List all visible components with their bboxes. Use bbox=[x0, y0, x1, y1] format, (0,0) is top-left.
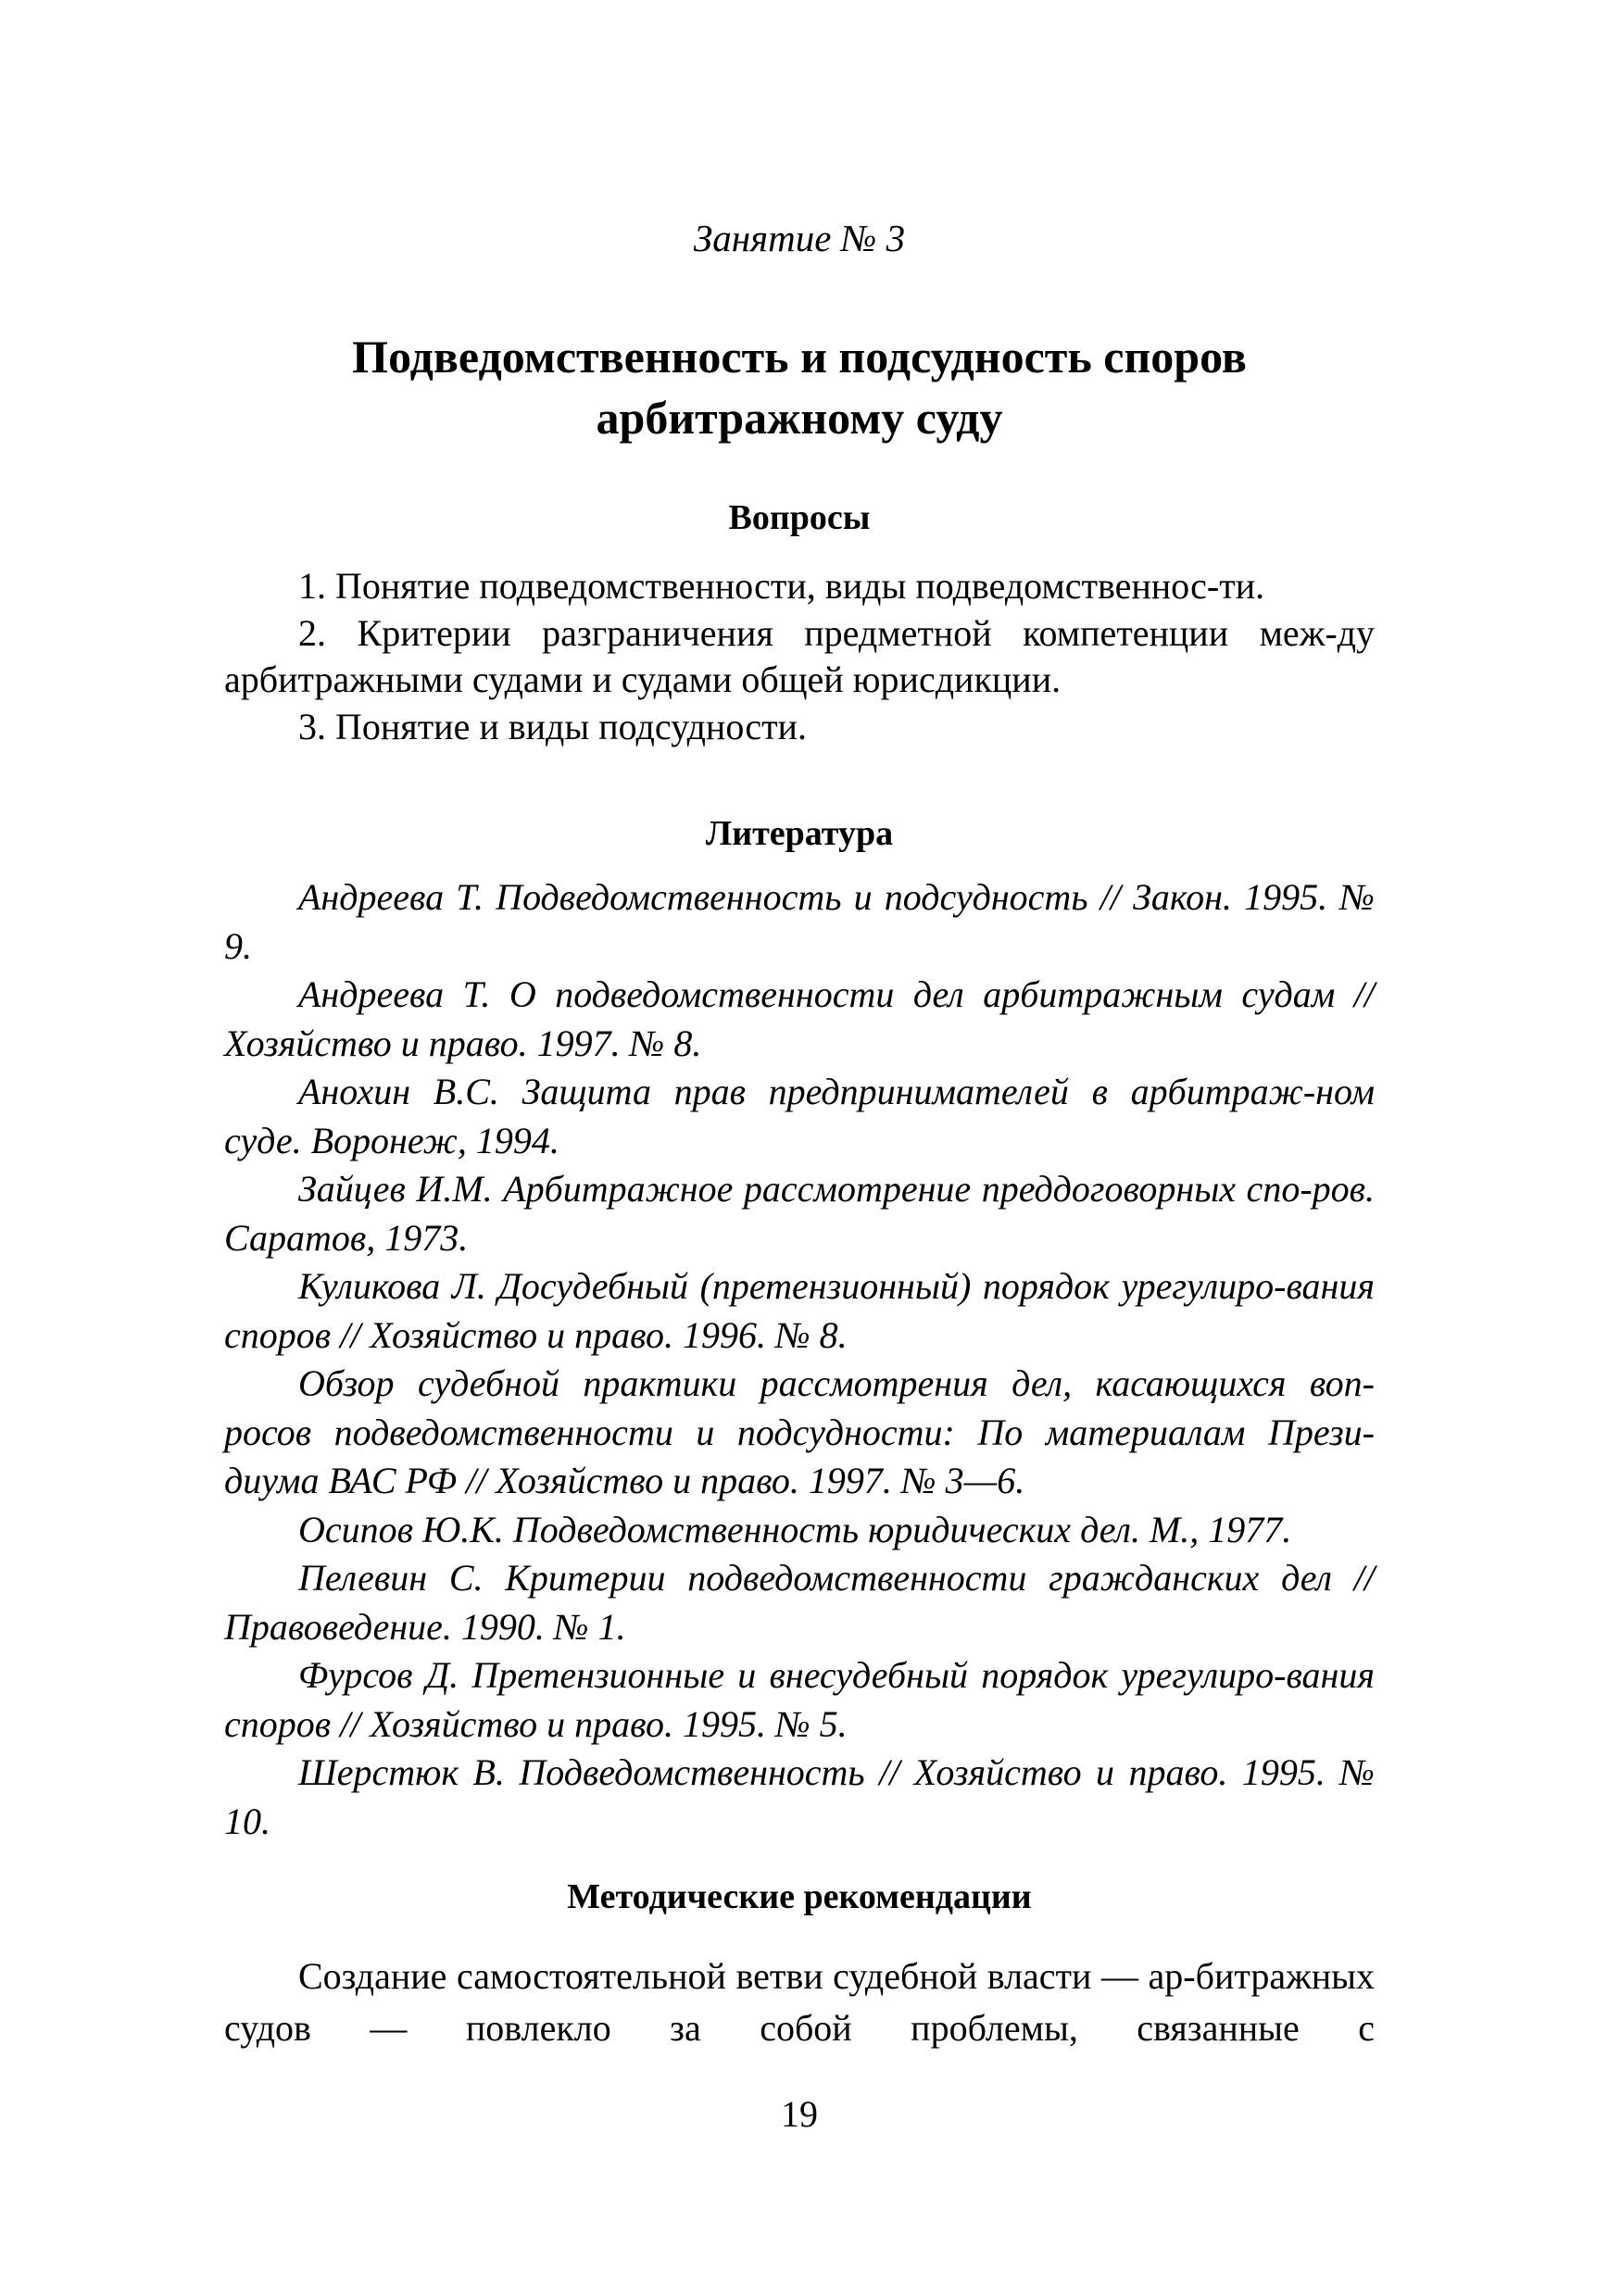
page-title bbox=[224, 326, 1375, 448]
literature-item-2: Андреева Т. О подведомственности дел арбитражным судам // Хозяйство и право. 1997. № 8. bbox=[224, 973, 1375, 1064]
questions-list bbox=[224, 563, 1375, 750]
title-line-2: арбитражному суду bbox=[596, 392, 1003, 444]
literature-heading: Литература bbox=[705, 814, 894, 853]
lesson-label: Занятие № 3 bbox=[693, 217, 906, 259]
recommendations-body bbox=[224, 1951, 1375, 2054]
questions-heading: Вопросы bbox=[728, 498, 871, 537]
literature-item-5: Куликова Л. Досудебный (претензионный) порядок урегулиро-вания споров // Хозяйство и право. 1996. № 8. bbox=[224, 1265, 1375, 1356]
literature-list bbox=[224, 873, 1375, 1846]
literature-item-4: Зайцев И.М. Арбитражное рассмотрение преддоговорных спо-ров. Саратов, 1973. bbox=[224, 1168, 1375, 1259]
literature-item-7: Осипов Ю.К. Подведомственность юридических дел. М., 1977. bbox=[298, 1508, 1292, 1550]
literature-item-1: Андреева Т. Подведомственность и подсудность // Закон. 1995. № 9. bbox=[224, 876, 1375, 967]
literature-item-8: Пелевин С. Критерии подведомственности гражданских дел // Правоведение. 1990. № 1. bbox=[224, 1557, 1375, 1648]
question-item-1: 1. Понятие подведомственности, виды подведомственнос-ти. bbox=[298, 565, 1265, 607]
literature-item-3: Анохин В.С. Защита прав предпринимателей в арбитраж-ном суде. Воронеж, 1994. bbox=[224, 1071, 1375, 1161]
literature-item-9: Фурсов Д. Претензионные и внесудебный порядок урегулиро-вания споров // Хозяйство и право. 1995. № 5. bbox=[224, 1654, 1375, 1745]
question-item-2: 2. Критерии разграничения предметной компетенции меж-ду арбитражными судами и судами общей юрисдикции. bbox=[224, 611, 1375, 700]
literature-item-6: Обзор судебной практики рассмотрения дел, касающихся воп-росов подведомственности и подсудности: По материалам Прези-диума ВАС РФ // Хозяйство и право. 1997. № 3—6. bbox=[224, 1362, 1375, 1501]
text-column bbox=[224, 0, 1375, 2296]
title-line-1: Подведомственность и подсудность споров bbox=[352, 331, 1247, 383]
literature-item-10: Шерстюк В. Подведомственность // Хозяйство и право. 1995. № 10. bbox=[224, 1751, 1375, 1842]
recommendations-text: Создание самостоятельной ветви судебной власти — ар-битражных судов — повлекло за собой проблемы, связанные с bbox=[224, 1955, 1375, 2049]
question-item-3: 3. Понятие и виды подсудности. bbox=[298, 705, 807, 747]
recommendations-heading: Методические рекомендации bbox=[567, 1877, 1032, 1916]
page-number: 19 bbox=[781, 2093, 818, 2135]
